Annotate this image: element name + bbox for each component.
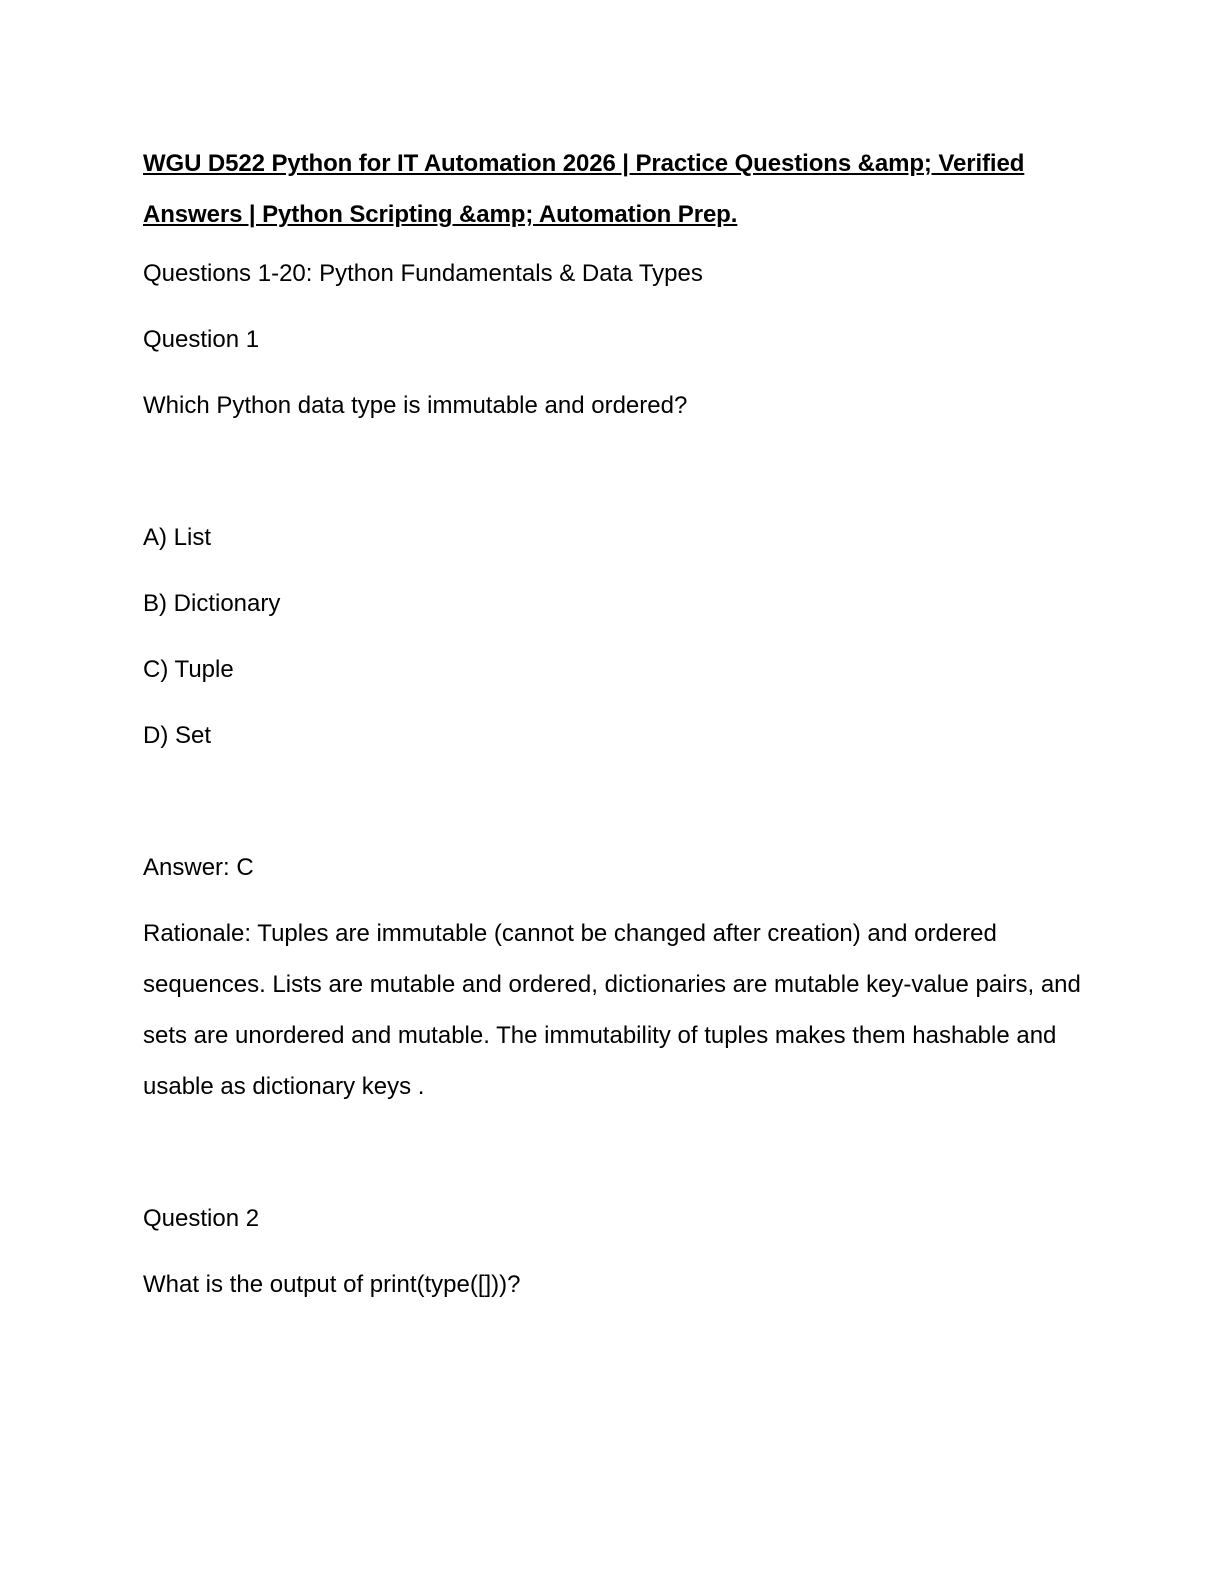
question-1-rationale: Rationale: Tuples are immutable (cannot be changed after creation) and ordered sequences. Lists are mutable and ordered, dictionaries are mutable key-value pairs, and sets are unordered and mutable. The immutability of tuples makes them hashable and usable as dictionary keys . [143, 920, 1081, 1100]
question-2-label: Question 2 [143, 1205, 260, 1232]
question-1-option-a: A) List [143, 524, 212, 551]
spacer [143, 1112, 1083, 1193]
section-heading: Questions 1-20: Python Fundamentals & Data Types [143, 260, 703, 287]
question-1-option-c: C) Tuple [143, 656, 234, 683]
document-content [143, 138, 1083, 1310]
spacer [143, 893, 1083, 908]
question-1-option-d: D) Set [143, 722, 212, 749]
spacer [143, 299, 1083, 314]
question-1-label: Question 1 [143, 326, 260, 353]
document-title: WGU D522 Python for IT Automation 2026 | Practice Questions &amp; Verified Answers | Python Scripting &amp; Automation Prep. [143, 150, 1025, 228]
question-1-answer: Answer: C [143, 854, 254, 881]
spacer [143, 1244, 1083, 1259]
question-1-prompt: Which Python data type is immutable and ordered? [143, 392, 688, 419]
spacer [143, 761, 1083, 842]
question-1-option-b: B) Dictionary [143, 590, 281, 617]
spacer [143, 695, 1083, 710]
spacer [143, 563, 1083, 578]
spacer [143, 365, 1083, 380]
spacer [143, 629, 1083, 644]
spacer [143, 431, 1083, 512]
question-2-prompt: What is the output of print(type([]))? [143, 1271, 521, 1298]
